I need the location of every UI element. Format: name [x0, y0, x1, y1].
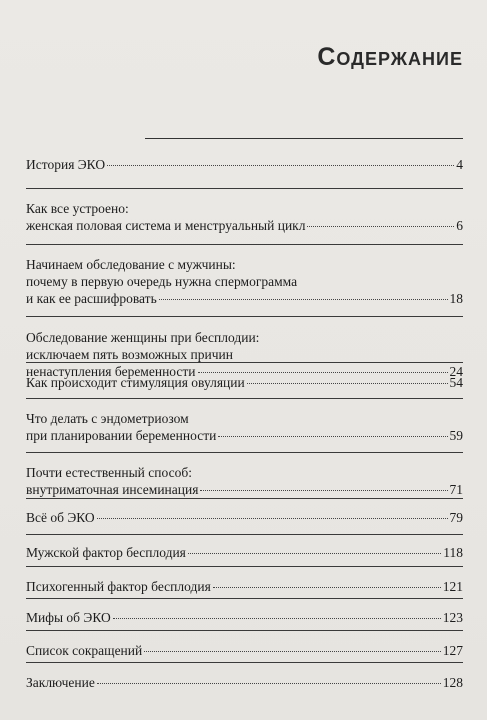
toc-entry[interactable] [26, 609, 463, 626]
toc-entry[interactable] [26, 256, 463, 307]
toc-entry-line: и как ее расшифровать [26, 291, 157, 306]
dot-leader [247, 383, 448, 384]
dot-leader [97, 683, 441, 684]
toc-entry-line: почему в первую очередь нужна спермограмма [26, 274, 298, 289]
toc-entry[interactable] [26, 578, 463, 595]
toc-separator [26, 566, 463, 567]
toc-entry[interactable] [26, 374, 463, 391]
dot-leader [213, 587, 441, 588]
toc-entry-line: Обследование женщины при бесплодии: [26, 330, 260, 345]
toc-entry-line: Начинаем обследование с мужчины: [26, 257, 236, 272]
toc-page-number: 4 [456, 157, 463, 172]
toc-separator [26, 316, 463, 317]
toc-separator [26, 598, 463, 599]
dot-leader [107, 165, 454, 166]
toc-entry-line: исключаем пять возможных причин [26, 347, 233, 362]
toc-separator [26, 452, 463, 453]
toc-page-number: 118 [443, 545, 463, 560]
toc-page-number: 127 [442, 643, 463, 658]
toc-page-number: 54 [449, 375, 463, 390]
toc-entry[interactable] [26, 464, 463, 498]
dot-leader [200, 490, 447, 491]
dot-leader [307, 226, 454, 227]
toc-entry[interactable] [26, 674, 463, 691]
dot-leader [188, 553, 441, 554]
toc-entry-line: при планировании беременности [26, 428, 217, 443]
toc-entry[interactable] [26, 544, 463, 561]
dot-leader [218, 436, 447, 437]
toc-entry[interactable] [26, 509, 463, 526]
title-rule [145, 138, 463, 139]
toc-entry-line: Психогенный фактор бесплодия [26, 579, 211, 594]
toc-page-number: 59 [449, 428, 463, 443]
toc-separator [26, 362, 463, 363]
dot-leader [144, 651, 441, 652]
page-title: Содержание [317, 42, 463, 71]
toc-separator [26, 662, 463, 663]
toc-page-number: 128 [442, 675, 463, 690]
toc-entry-line: Мифы об ЭКО [26, 610, 111, 625]
toc-separator [26, 398, 463, 399]
dot-leader [113, 618, 441, 619]
toc-entry-line: Всё об ЭКО [26, 510, 95, 525]
toc-separator [26, 188, 463, 189]
dot-leader [159, 299, 448, 300]
toc-separator [26, 534, 463, 535]
toc-entry-line: внутриматочная инсеминация [26, 482, 199, 497]
toc-page-number: 79 [449, 510, 463, 525]
toc-entry-line: История ЭКО [26, 157, 106, 172]
toc-entry[interactable] [26, 329, 463, 380]
toc-page-number: 6 [456, 218, 463, 233]
toc-page-number: 121 [442, 579, 463, 594]
toc-page-number: 123 [442, 610, 463, 625]
toc-entry-line: Как происходит стимуляция овуляции [26, 375, 245, 390]
dot-leader [97, 518, 448, 519]
toc-page-number: 24 [449, 364, 463, 379]
toc-page-number: 18 [449, 291, 463, 306]
toc-entry[interactable] [26, 200, 463, 234]
toc-page-number: 71 [449, 482, 463, 497]
toc-entry-line: ненаступления беременности [26, 364, 196, 379]
toc-separator [26, 244, 463, 245]
toc-entry-line: Почти естественный способ: [26, 465, 192, 480]
toc-entry[interactable] [26, 410, 463, 444]
toc-entry-line: Что делать с эндометриозом [26, 411, 189, 426]
toc-entry[interactable] [26, 156, 463, 173]
dot-leader [198, 372, 448, 373]
toc-separator [26, 498, 463, 499]
toc-entry-line: Мужской фактор бесплодия [26, 545, 186, 560]
toc-separator [26, 630, 463, 631]
toc-entry-line: женская половая система и менструальный цикл [26, 218, 306, 233]
toc-entry-line: Заключение [26, 675, 95, 690]
toc-entry-line: Список сокращений [26, 643, 143, 658]
toc-entry-line: Как все устроено: [26, 201, 129, 216]
toc-entry[interactable] [26, 642, 463, 659]
